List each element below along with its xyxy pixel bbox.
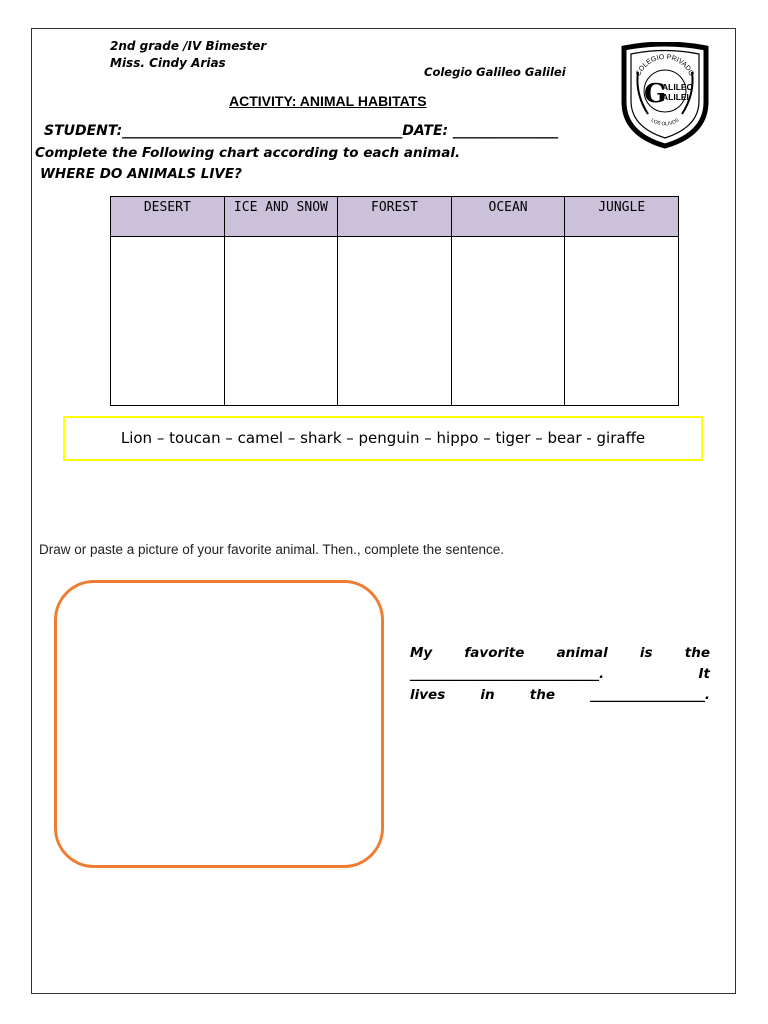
drawing-area[interactable] xyxy=(54,580,384,868)
chart-instructions: Complete the Following chart according to each animal. xyxy=(35,145,461,161)
logo-bottom-text: LOS OLIVOS xyxy=(649,117,681,128)
habitat-chart xyxy=(110,196,679,406)
sentence-word: animal xyxy=(556,645,608,661)
habitat-question: WHERE DO ANIMALS LIVE? xyxy=(40,166,242,182)
habitat-header-ocean: OCEAN xyxy=(451,197,565,237)
activity-title: ACTIVITY: ANIMAL HABITATS xyxy=(229,93,427,109)
sentence-word: the xyxy=(684,645,710,661)
sentence-word: lives xyxy=(410,687,446,703)
sentence-word: is xyxy=(639,645,653,661)
habitat-cell-forest[interactable] xyxy=(338,237,452,406)
logo-name-line1: ALILEO xyxy=(662,82,694,92)
habitat-header-forest: FOREST xyxy=(338,197,452,237)
student-date-line: STUDENT:________________________________________DATE: _______________ xyxy=(44,123,558,139)
habitat-header-jungle: JUNGLE xyxy=(565,197,679,237)
sentence-word: the xyxy=(529,687,555,703)
animal-blank[interactable]: ____________________________. xyxy=(410,666,605,682)
habitat-header-ice-snow: ICE AND SNOW xyxy=(224,197,338,237)
habitat-cell-desert[interactable] xyxy=(111,237,225,406)
habitat-cell-jungle[interactable] xyxy=(565,237,679,406)
sentence-word: My xyxy=(410,645,433,661)
sentence-word: It xyxy=(698,666,710,682)
teacher-label: Miss. Cindy Arias xyxy=(110,56,226,70)
habitat-blank[interactable]: _________________. xyxy=(590,687,710,703)
draw-instructions: Draw or paste a picture of your favorite animal. Then., complete the sentence. xyxy=(39,542,504,557)
school-logo xyxy=(618,42,712,150)
logo-initial: G xyxy=(644,79,667,109)
word-bank: Lion – toucan – camel – shark – penguin – hippo – tiger – bear - giraffe xyxy=(63,416,703,461)
sentence-word: favorite xyxy=(464,645,525,661)
logo-top-text: COLEGIO PRIVADO xyxy=(635,53,695,78)
favorite-animal-sentence xyxy=(410,643,710,706)
sentence-line-2 xyxy=(410,664,710,685)
habitat-cell-ocean[interactable] xyxy=(451,237,565,406)
habitat-cell-ice-snow[interactable] xyxy=(224,237,338,406)
sentence-word: in xyxy=(480,687,495,703)
logo-name-line2: ALILEI xyxy=(662,92,689,102)
sentence-line-3 xyxy=(410,685,710,706)
habitat-header-desert: DESERT xyxy=(111,197,225,237)
school-name: Colegio Galileo Galilei xyxy=(424,65,566,79)
grade-label: 2nd grade /IV Bimester xyxy=(110,39,267,53)
sentence-line-1 xyxy=(410,643,710,664)
